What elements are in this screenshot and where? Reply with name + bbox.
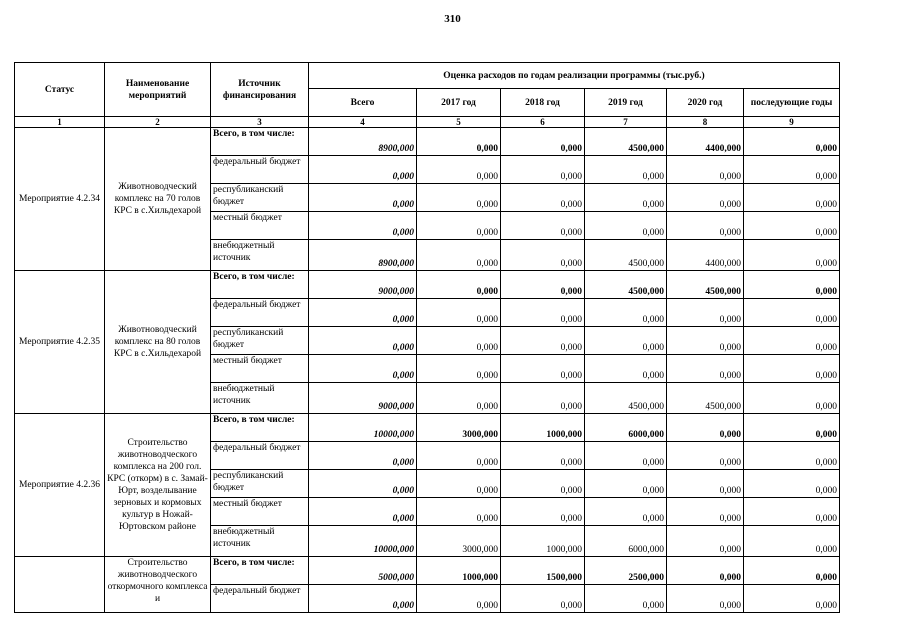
amount-cell: 8900,000 <box>309 240 417 271</box>
amount-cell: 0,000 <box>501 240 585 271</box>
amount-cell: 0,000 <box>585 585 667 613</box>
amount-cell: 0,000 <box>417 128 501 156</box>
amount-cell: 1000,000 <box>501 414 585 442</box>
amount-cell: 10000,000 <box>309 414 417 442</box>
budget-table <box>14 62 840 613</box>
amount-cell: 0,000 <box>744 212 840 240</box>
amount-cell: 0,000 <box>744 240 840 271</box>
amount-cell: 0,000 <box>667 327 744 355</box>
amount-cell: 4400,000 <box>667 128 744 156</box>
funding-source: внебюджетный источник <box>211 526 309 557</box>
table-row <box>15 557 840 585</box>
funding-source: федеральный бюджет <box>211 156 309 184</box>
amount-cell: 0,000 <box>501 585 585 613</box>
amount-cell: 0,000 <box>501 327 585 355</box>
funding-source: внебюджетный источник <box>211 383 309 414</box>
funding-source: Всего, в том числе: <box>211 128 309 156</box>
amount-cell: 0,000 <box>309 355 417 383</box>
measure-status: Мероприятие 4.2.34 <box>15 128 105 271</box>
amount-cell: 0,000 <box>309 327 417 355</box>
amount-cell: 6000,000 <box>585 526 667 557</box>
amount-cell: 4500,000 <box>585 240 667 271</box>
amount-cell: 9000,000 <box>309 383 417 414</box>
amount-cell: 4400,000 <box>667 240 744 271</box>
amount-cell: 0,000 <box>585 470 667 498</box>
amount-cell: 0,000 <box>501 128 585 156</box>
col-number: 4 <box>309 117 417 128</box>
amount-cell: 0,000 <box>417 498 501 526</box>
amount-cell: 0,000 <box>667 526 744 557</box>
amount-cell: 0,000 <box>667 498 744 526</box>
col-number: 1 <box>15 117 105 128</box>
measure-name: Животноводческий комплекс на 80 голов КРС в с.Хильдехарой <box>105 271 211 414</box>
amount-cell: 0,000 <box>585 212 667 240</box>
amount-cell: 0,000 <box>309 184 417 212</box>
amount-cell: 0,000 <box>585 184 667 212</box>
amount-cell: 0,000 <box>309 212 417 240</box>
header-year-2017: 2017 год <box>417 89 501 117</box>
col-number: 2 <box>105 117 211 128</box>
amount-cell: 0,000 <box>309 498 417 526</box>
funding-source: республиканский бюджет <box>211 470 309 498</box>
amount-cell: 0,000 <box>309 585 417 613</box>
header-source: Источник финансирования <box>211 63 309 117</box>
amount-cell: 8900,000 <box>309 128 417 156</box>
amount-cell: 0,000 <box>744 470 840 498</box>
measure-status: Мероприятие 4.2.36 <box>15 414 105 557</box>
col-number: 6 <box>501 117 585 128</box>
amount-cell: 0,000 <box>501 498 585 526</box>
amount-cell: 1000,000 <box>417 557 501 585</box>
amount-cell: 4500,000 <box>667 271 744 299</box>
amount-cell: 0,000 <box>744 526 840 557</box>
amount-cell: 0,000 <box>744 184 840 212</box>
amount-cell: 0,000 <box>667 442 744 470</box>
amount-cell: 0,000 <box>585 327 667 355</box>
amount-cell: 0,000 <box>585 299 667 327</box>
amount-cell: 0,000 <box>309 470 417 498</box>
amount-cell: 0,000 <box>501 212 585 240</box>
amount-cell: 1000,000 <box>501 526 585 557</box>
measure-status: Мероприятие 4.2.35 <box>15 271 105 414</box>
funding-source: Всего, в том числе: <box>211 271 309 299</box>
header-year-2020: 2020 год <box>667 89 744 117</box>
table-row <box>15 128 840 156</box>
page-number: 310 <box>444 13 461 25</box>
amount-cell: 0,000 <box>667 184 744 212</box>
amount-cell: 0,000 <box>744 585 840 613</box>
measure-name: Животноводческий комплекс на 70 голов КРС в с.Хильдехарой <box>105 128 211 271</box>
amount-cell: 0,000 <box>744 414 840 442</box>
amount-cell: 0,000 <box>744 299 840 327</box>
header-status: Статус <box>15 63 105 117</box>
amount-cell: 9000,000 <box>309 271 417 299</box>
amount-cell: 4500,000 <box>585 271 667 299</box>
amount-cell: 0,000 <box>417 327 501 355</box>
amount-cell: 0,000 <box>417 212 501 240</box>
amount-cell: 0,000 <box>744 442 840 470</box>
amount-cell: 0,000 <box>744 271 840 299</box>
amount-cell: 0,000 <box>667 212 744 240</box>
amount-cell: 3000,000 <box>417 526 501 557</box>
amount-cell: 0,000 <box>501 299 585 327</box>
amount-cell: 0,000 <box>417 184 501 212</box>
amount-cell: 0,000 <box>309 442 417 470</box>
amount-cell: 0,000 <box>744 156 840 184</box>
table-row <box>15 414 840 442</box>
amount-cell: 0,000 <box>417 240 501 271</box>
funding-source: местный бюджет <box>211 212 309 240</box>
amount-cell: 4500,000 <box>585 383 667 414</box>
measure-name: Строительство животноводческого откормочного комплекса и <box>105 557 211 613</box>
amount-cell: 0,000 <box>417 271 501 299</box>
funding-source: местный бюджет <box>211 355 309 383</box>
amount-cell: 0,000 <box>667 355 744 383</box>
amount-cell: 0,000 <box>667 557 744 585</box>
col-number: 7 <box>585 117 667 128</box>
amount-cell: 0,000 <box>417 156 501 184</box>
col-number: 3 <box>211 117 309 128</box>
amount-cell: 0,000 <box>501 156 585 184</box>
amount-cell: 0,000 <box>501 470 585 498</box>
header-estimate: Оценка расходов по годам реализации программы (тыс.руб.) <box>309 63 840 89</box>
amount-cell: 0,000 <box>744 498 840 526</box>
amount-cell: 0,000 <box>744 383 840 414</box>
amount-cell: 0,000 <box>667 585 744 613</box>
amount-cell: 0,000 <box>417 470 501 498</box>
amount-cell: 0,000 <box>667 299 744 327</box>
amount-cell: 0,000 <box>585 498 667 526</box>
amount-cell: 0,000 <box>501 355 585 383</box>
amount-cell: 0,000 <box>667 156 744 184</box>
amount-cell: 4500,000 <box>585 128 667 156</box>
amount-cell: 0,000 <box>501 271 585 299</box>
header-year-2019: 2019 год <box>585 89 667 117</box>
amount-cell: 0,000 <box>417 383 501 414</box>
funding-source: Всего, в том числе: <box>211 557 309 585</box>
amount-cell: 0,000 <box>309 299 417 327</box>
amount-cell: 2500,000 <box>585 557 667 585</box>
funding-source: Всего, в том числе: <box>211 414 309 442</box>
amount-cell: 0,000 <box>744 355 840 383</box>
funding-source: республиканский бюджет <box>211 327 309 355</box>
amount-cell: 0,000 <box>417 299 501 327</box>
amount-cell: 0,000 <box>744 557 840 585</box>
header-year-total: Всего <box>309 89 417 117</box>
funding-source: федеральный бюджет <box>211 442 309 470</box>
amount-cell: 0,000 <box>744 327 840 355</box>
amount-cell: 0,000 <box>585 442 667 470</box>
table-row <box>15 271 840 299</box>
funding-source: федеральный бюджет <box>211 299 309 327</box>
measure-name: Строительство животноводческого комплекса на 200 гол. КРС (откорм) в с. Замай-Юрт, возделывание зерновых и кормовых культур в Ножай-Юртовском районе <box>105 414 211 557</box>
amount-cell: 0,000 <box>585 156 667 184</box>
amount-cell: 4500,000 <box>667 383 744 414</box>
funding-source: местный бюджет <box>211 498 309 526</box>
header-year-later: последующие годы <box>744 89 840 117</box>
col-number: 8 <box>667 117 744 128</box>
amount-cell: 10000,000 <box>309 526 417 557</box>
header-measure: Наименование мероприятий <box>105 63 211 117</box>
amount-cell: 0,000 <box>501 184 585 212</box>
amount-cell: 0,000 <box>417 585 501 613</box>
funding-source: федеральный бюджет <box>211 585 309 613</box>
measure-status <box>15 557 105 613</box>
amount-cell: 1500,000 <box>501 557 585 585</box>
amount-cell: 0,000 <box>585 355 667 383</box>
amount-cell: 0,000 <box>309 156 417 184</box>
funding-source: внебюджетный источник <box>211 240 309 271</box>
header-year-2018: 2018 год <box>501 89 585 117</box>
funding-source: республиканский бюджет <box>211 184 309 212</box>
amount-cell: 0,000 <box>501 442 585 470</box>
amount-cell: 0,000 <box>417 355 501 383</box>
col-number: 5 <box>417 117 501 128</box>
amount-cell: 6000,000 <box>585 414 667 442</box>
amount-cell: 5000,000 <box>309 557 417 585</box>
col-number: 9 <box>744 117 840 128</box>
amount-cell: 0,000 <box>501 383 585 414</box>
amount-cell: 0,000 <box>417 442 501 470</box>
amount-cell: 3000,000 <box>417 414 501 442</box>
amount-cell: 0,000 <box>744 128 840 156</box>
amount-cell: 0,000 <box>667 414 744 442</box>
amount-cell: 0,000 <box>667 470 744 498</box>
